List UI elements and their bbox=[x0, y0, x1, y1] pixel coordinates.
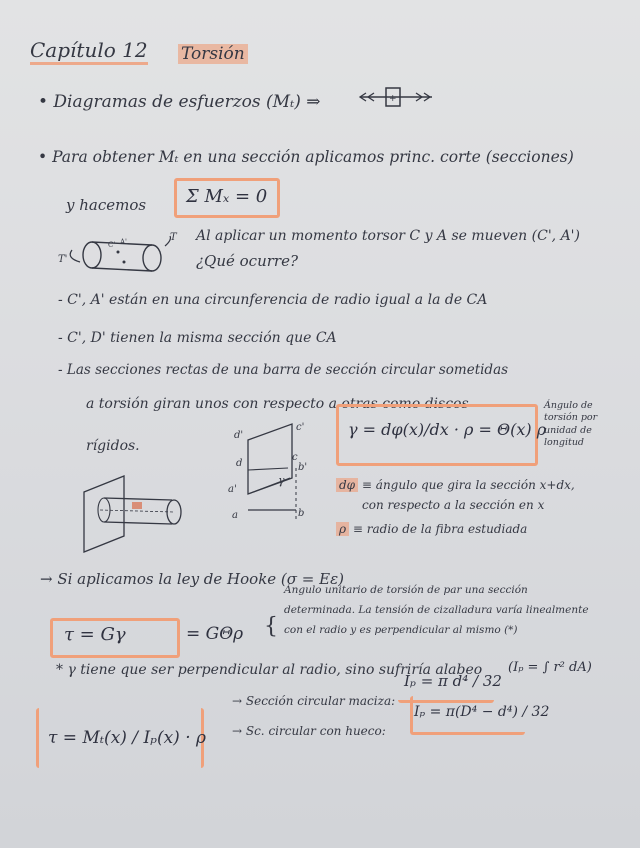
label-c-top: c' bbox=[296, 422, 305, 433]
gamma-formula: γ = dφ(x)/dx · ρ = Θ(x) ρ bbox=[348, 420, 547, 439]
label-gamma: γ bbox=[278, 474, 285, 487]
line-torque-apply: Al aplicar un momento torsor C y A se mueven (C', A') bbox=[196, 228, 580, 244]
tau-g-theta-rho: = GΘρ bbox=[186, 624, 244, 644]
hooke-note-2: determinada. La tensión de cizalladura varía linealmente bbox=[284, 604, 589, 616]
line-what-happens: ¿Qué ocurre? bbox=[196, 252, 298, 270]
dphi-definition-line2: con respecto a la sección en x bbox=[362, 498, 545, 512]
hollow-section-label: → Sc. circular con hueco: bbox=[232, 724, 386, 738]
ip-definition: (Iₚ = ∫ r² dA) bbox=[508, 660, 592, 675]
sum-moment-formula: Σ Mₓ = 0 bbox=[186, 186, 268, 207]
torque-label-left: T' bbox=[58, 254, 68, 265]
label-c: c bbox=[292, 452, 298, 463]
svg-text:+: + bbox=[389, 94, 397, 104]
label-d-top: d' bbox=[234, 430, 244, 441]
label-b: b bbox=[298, 508, 305, 519]
solid-section-label: → Sección circular maciza: bbox=[232, 694, 396, 708]
hollow-ip-formula: Iₚ = π(D⁴ − d⁴) / 32 bbox=[414, 704, 550, 720]
line-cut-principle: • Para obtener Mₜ en una sección aplicamos princ. corte (secciones) bbox=[38, 148, 574, 166]
label-a-prime: a' bbox=[228, 484, 237, 495]
brace: { bbox=[264, 614, 278, 639]
line-sections-rotate-3: rígidos. bbox=[86, 438, 140, 454]
hooke-note-3: con el radio y es perpendicular al mismo (*) bbox=[284, 624, 518, 636]
line-circumference: - C', A' están en una circunferencia de radio igual a la de CA bbox=[58, 292, 488, 308]
line-sections-rotate-1: - Las secciones rectas de una barra de sección circular sometidas bbox=[58, 362, 509, 378]
line-we-do: y hacemos bbox=[66, 196, 147, 214]
dphi-definition-line1: dφ ≡ ángulo que gira la sección x+dx, bbox=[336, 478, 575, 492]
line-diagram: • Diagramas de esfuerzos (Mₜ) ⇒ bbox=[38, 92, 321, 112]
angle-per-length-note: Ángulo de torsión por unidad de longitud bbox=[544, 400, 598, 449]
point-a-label: A' bbox=[120, 238, 127, 246]
hooke-note-1: Ángulo unitario de torsión de par una sección bbox=[284, 584, 528, 596]
label-a: a bbox=[232, 510, 238, 521]
label-d: d bbox=[236, 458, 243, 469]
torque-label-right: T bbox=[170, 232, 177, 243]
line-hooke: → Si aplicamos la ley de Hooke (σ = Eε) bbox=[40, 570, 344, 588]
tau-final-formula: τ = Mₜ(x) / Iₚ(x) · ρ bbox=[48, 728, 207, 748]
rho-definition: ρ ≡ radio de la fibra estudiada bbox=[336, 522, 527, 536]
line-perpendicular: * γ tiene que ser perpendicular al radio, sino sufriría alabeo bbox=[56, 662, 483, 678]
topic-label: Torsión bbox=[178, 44, 248, 64]
tau-gamma-formula: τ = Gγ bbox=[64, 624, 126, 645]
line-sections-rotate-2: a torsión giran unos con respecto a otras como discos bbox=[86, 396, 469, 412]
line-same-section: - C', D' tienen la misma sección que CA bbox=[58, 330, 337, 346]
chapter-label: Capítulo 12 bbox=[30, 38, 148, 65]
label-b-prime: b' bbox=[298, 462, 308, 473]
solid-ip-formula: Iₚ = π d⁴ / 32 bbox=[404, 672, 502, 690]
point-c-label: C' bbox=[108, 241, 116, 249]
